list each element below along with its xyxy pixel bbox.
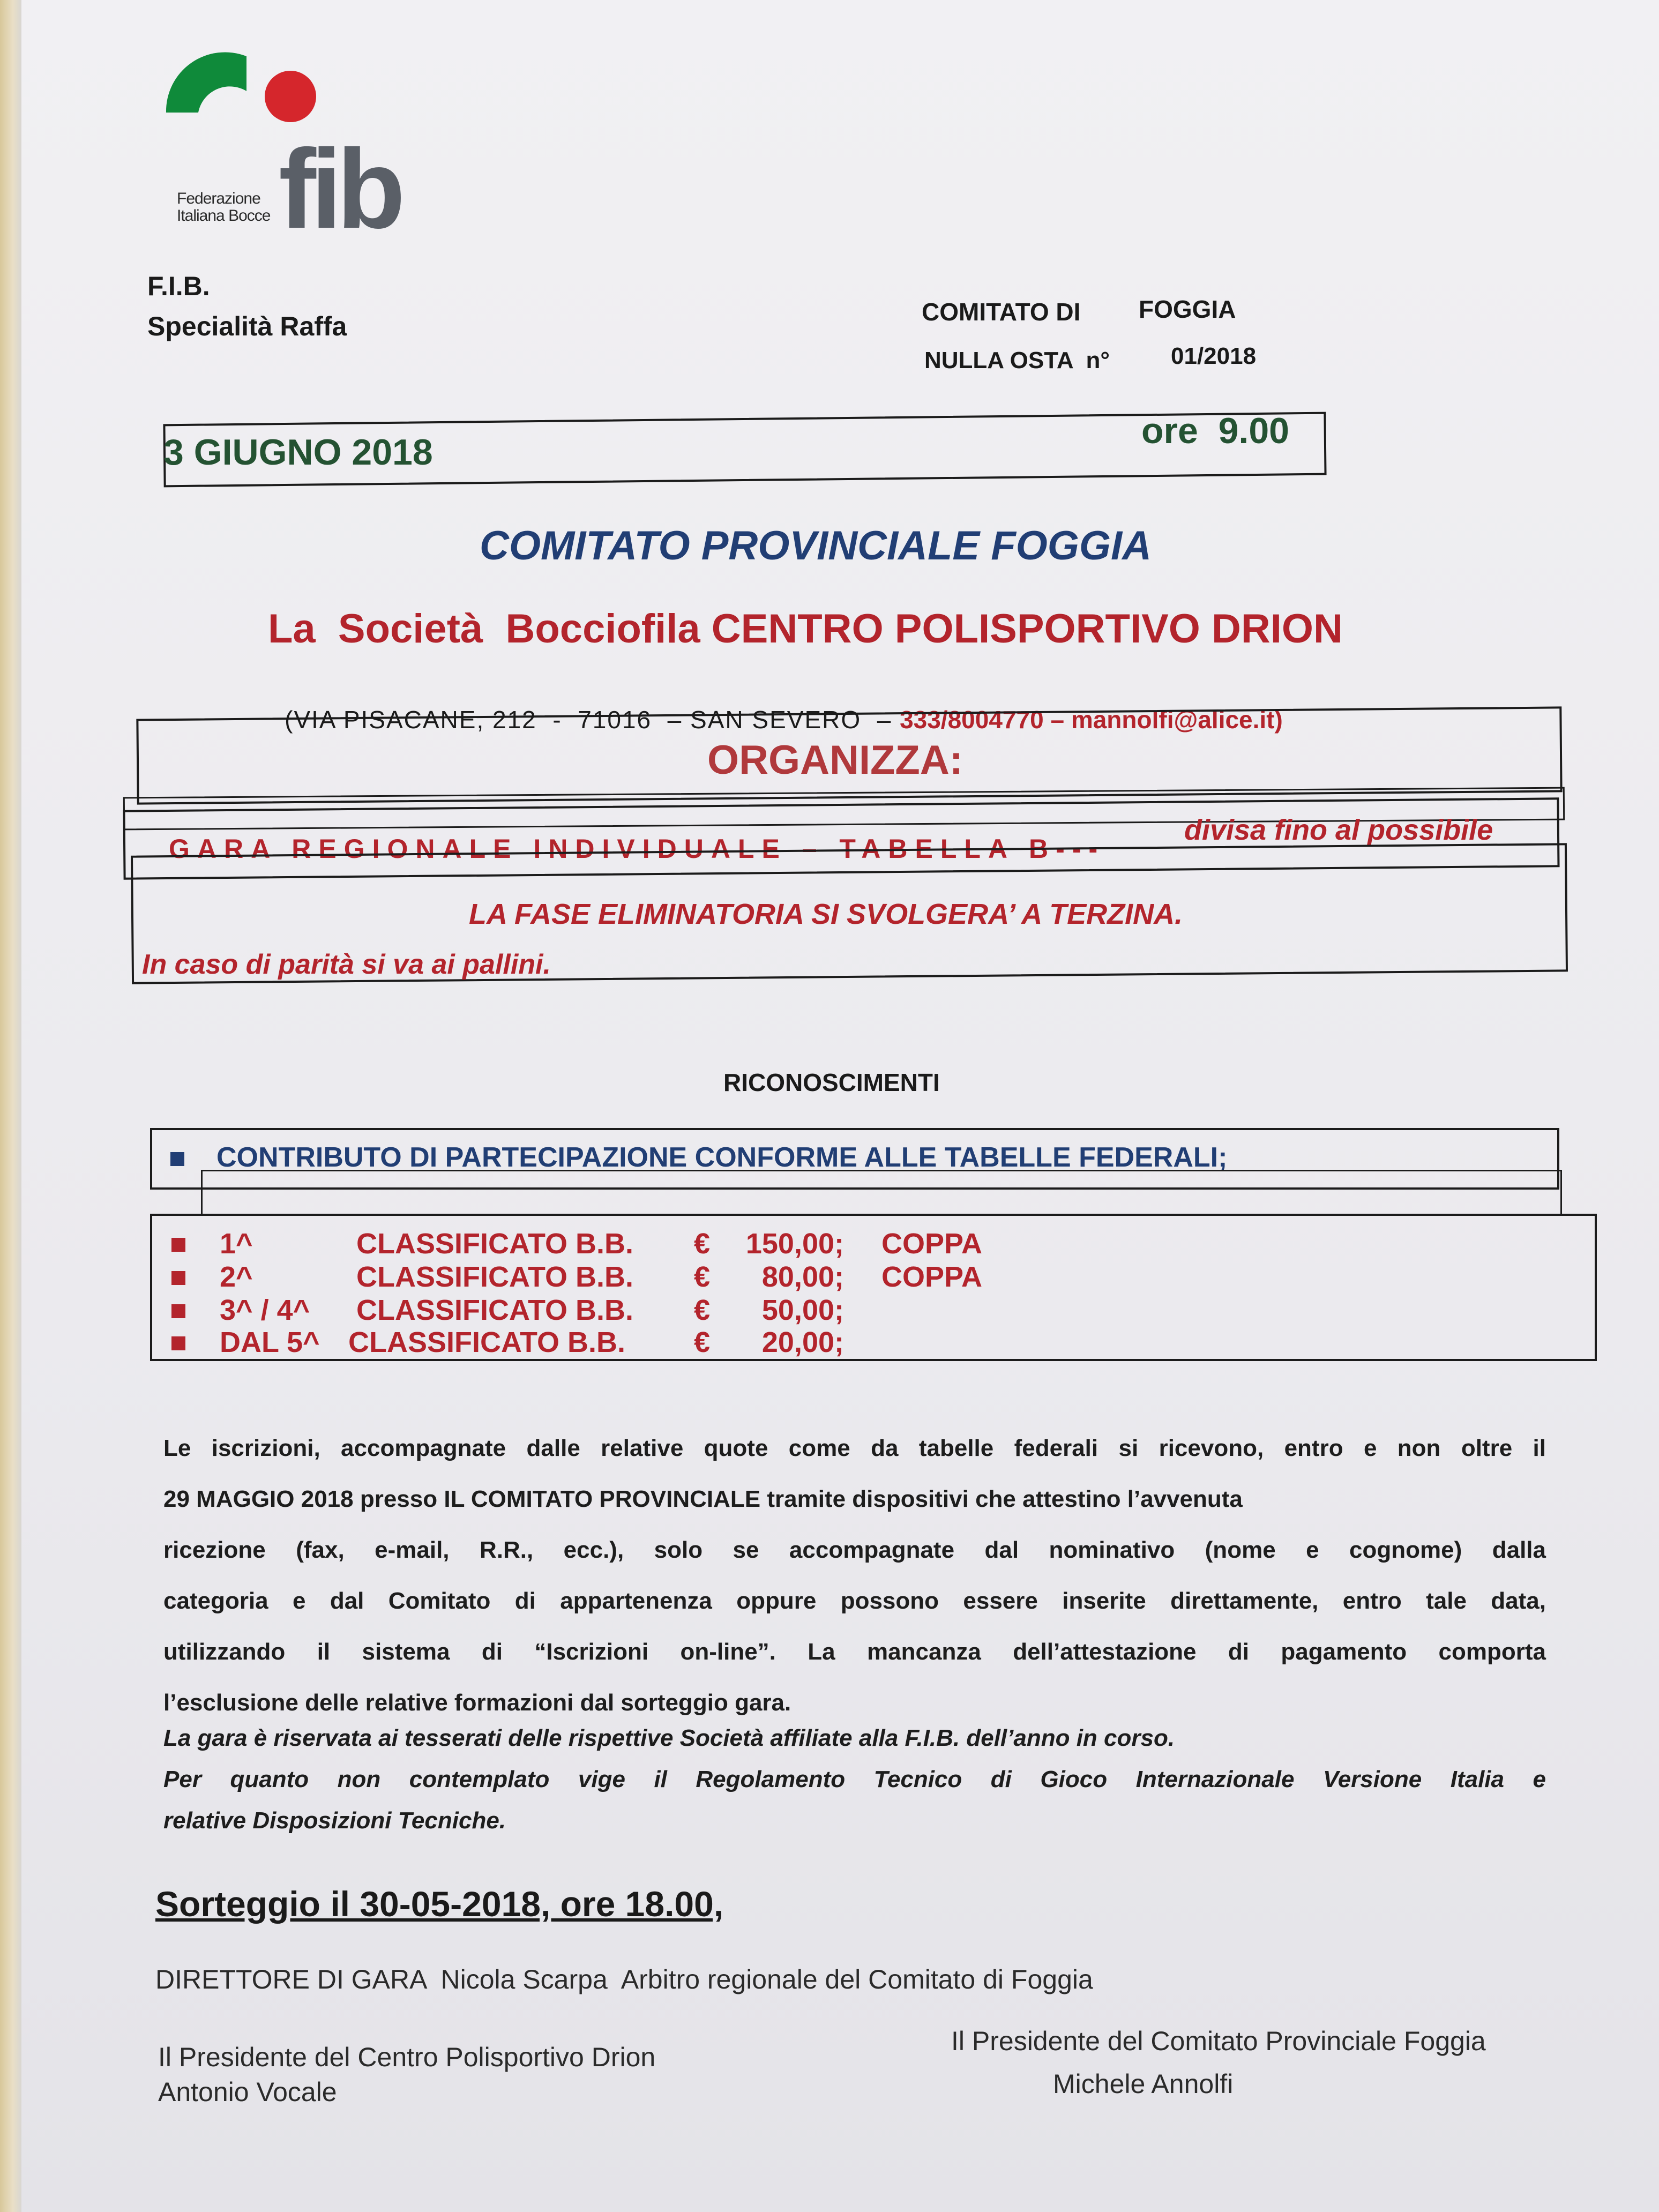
gara-phase: LA FASE ELIMINATORIA SI SVOLGERA’ A TERZINA.: [469, 898, 1183, 930]
rules-line: relative Disposizioni Tecniche.: [163, 1807, 506, 1834]
body-line: Le iscrizioni, accompagnate dalle relative quote come da tabelle federali si ricevono, entro e non oltre il: [163, 1435, 1546, 1461]
page-edge: [0, 0, 21, 2212]
committee-label: COMITATO DI: [922, 298, 1081, 326]
riconoscimenti-heading: RICONOSCIMENTI: [723, 1068, 940, 1096]
red-bullet-icon: [171, 1271, 185, 1285]
svg-text:fib: fib: [279, 126, 400, 236]
event-date: 3 GIUGNO 2018: [163, 432, 433, 473]
prize-currency: €: [694, 1228, 711, 1260]
organizza-label: ORGANIZZA:: [707, 737, 963, 783]
org-short: F.I.B.: [147, 271, 210, 301]
prize-label: CLASSIFICATO B.B.: [356, 1261, 634, 1293]
rules-paragraph: [163, 1717, 1546, 1841]
prize-place: DAL 5^: [220, 1326, 320, 1358]
contributo-line: [170, 1141, 1227, 1174]
prize-place: 3^ / 4^: [220, 1294, 310, 1326]
address-text: (VIA PISACANE, 212 - 71016 – SAN SEVERO –: [285, 706, 900, 734]
blue-bullet-icon: [170, 1152, 184, 1166]
specialty: Specialità Raffa: [147, 311, 347, 341]
gara-division: divisa fino al possibile: [1184, 814, 1493, 846]
prize-amount: 50,00;: [761, 1294, 844, 1326]
prize-amount: 80,00;: [761, 1261, 844, 1293]
prize-place: 2^: [220, 1261, 253, 1293]
contact-text: 333/8004770 – mannolfi@alice.it): [900, 706, 1283, 734]
contributo-text: CONTRIBUTO DI PARTECIPAZIONE CONFORME ALLE TABELLE FEDERALI;: [216, 1142, 1228, 1173]
gara-name: GARA REGIONALE INDIVIDUALE – TABELLA B---: [169, 834, 1105, 864]
rules-line: Per quanto non contemplato vige il Regolamento Tecnico di Gioco Internazionale Versione Italia e: [163, 1766, 1546, 1792]
prize-currency: €: [694, 1294, 711, 1326]
prize-row: [171, 1260, 1565, 1296]
rules-line: La gara è riservata ai tesserati delle rispettive Società affiliate alla F.I.B. dell’anno in corso.: [163, 1725, 1175, 1751]
sorteggio: Sorteggio il 30-05-2018, ore 18.00,: [155, 1884, 724, 1924]
body-line: l’esclusione delle relative formazioni dal sorteggio gara.: [163, 1690, 791, 1716]
contributo-spacer-box: [201, 1170, 1562, 1215]
red-bullet-icon: [171, 1304, 185, 1318]
body-line: 29 MAGGIO 2018 presso IL COMITATO PROVINCIALE tramite dispositivi che attestino l’avvenuta: [163, 1486, 1243, 1512]
body-paragraph: [163, 1423, 1546, 1728]
prize-currency: €: [694, 1261, 711, 1293]
event-time: ore 9.00: [1141, 410, 1289, 451]
body-line: ricezione (fax, e-mail, R.R., ecc.), solo se accompagnate dal nominativo (nome e cognome) dalla: [163, 1537, 1546, 1563]
logo-text-small: Federazione Italiana Bocce: [177, 190, 271, 225]
prize-row: [171, 1227, 1565, 1262]
body-line: categoria e dal Comitato di appartenenza oppure possono essere inserite direttamente, entro tale data,: [163, 1588, 1546, 1614]
red-bullet-icon: [171, 1238, 185, 1252]
prize-row: [171, 1294, 1565, 1329]
body-line: utilizzando il sistema di “Iscrizioni on-line”. La mancanza dell’attestazione di pagamento comporta: [163, 1639, 1546, 1665]
direttore: DIRETTORE DI GARA Nicola Scarpa Arbitro regionale del Comitato di Foggia: [155, 1964, 1093, 1994]
prize-label: CLASSIFICATO B.B.: [348, 1326, 626, 1358]
prize-amount: 20,00;: [761, 1326, 844, 1358]
committee-city: FOGGIA: [1139, 295, 1236, 323]
nulla-osta-number: 01/2018: [1171, 343, 1257, 369]
prize-currency: €: [694, 1326, 711, 1358]
gara-tie-rule: In caso di parità si va ai pallini.: [142, 949, 551, 980]
committee-title: COMITATO PROVINCIALE FOGGIA: [480, 523, 1152, 569]
fib-logo: [145, 32, 413, 236]
prize-label: CLASSIFICATO B.B.: [356, 1228, 634, 1260]
prize-extra: COPPA: [881, 1228, 983, 1260]
prize-place: 1^: [220, 1228, 253, 1260]
prize-label: CLASSIFICATO B.B.: [356, 1294, 634, 1326]
signature-right-name: Michele Annolfi: [1053, 2069, 1234, 2099]
society-title: La Società Bocciofila CENTRO POLISPORTIVO DRION: [268, 606, 1343, 652]
signature-left-title: Il Presidente del Centro Polisportivo Drion: [158, 2042, 656, 2072]
signature-left-name: Antonio Vocale: [158, 2077, 337, 2107]
nulla-osta-label: NULLA OSTA n°: [924, 347, 1110, 373]
document-sheet: [21, 0, 1659, 2212]
prize-row: [171, 1326, 1565, 1361]
red-bullet-icon: [171, 1336, 185, 1350]
prize-extra: COPPA: [881, 1261, 983, 1293]
prize-amount: 150,00;: [745, 1228, 844, 1260]
signature-right-title: Il Presidente del Comitato Provinciale Foggia: [951, 2026, 1486, 2056]
